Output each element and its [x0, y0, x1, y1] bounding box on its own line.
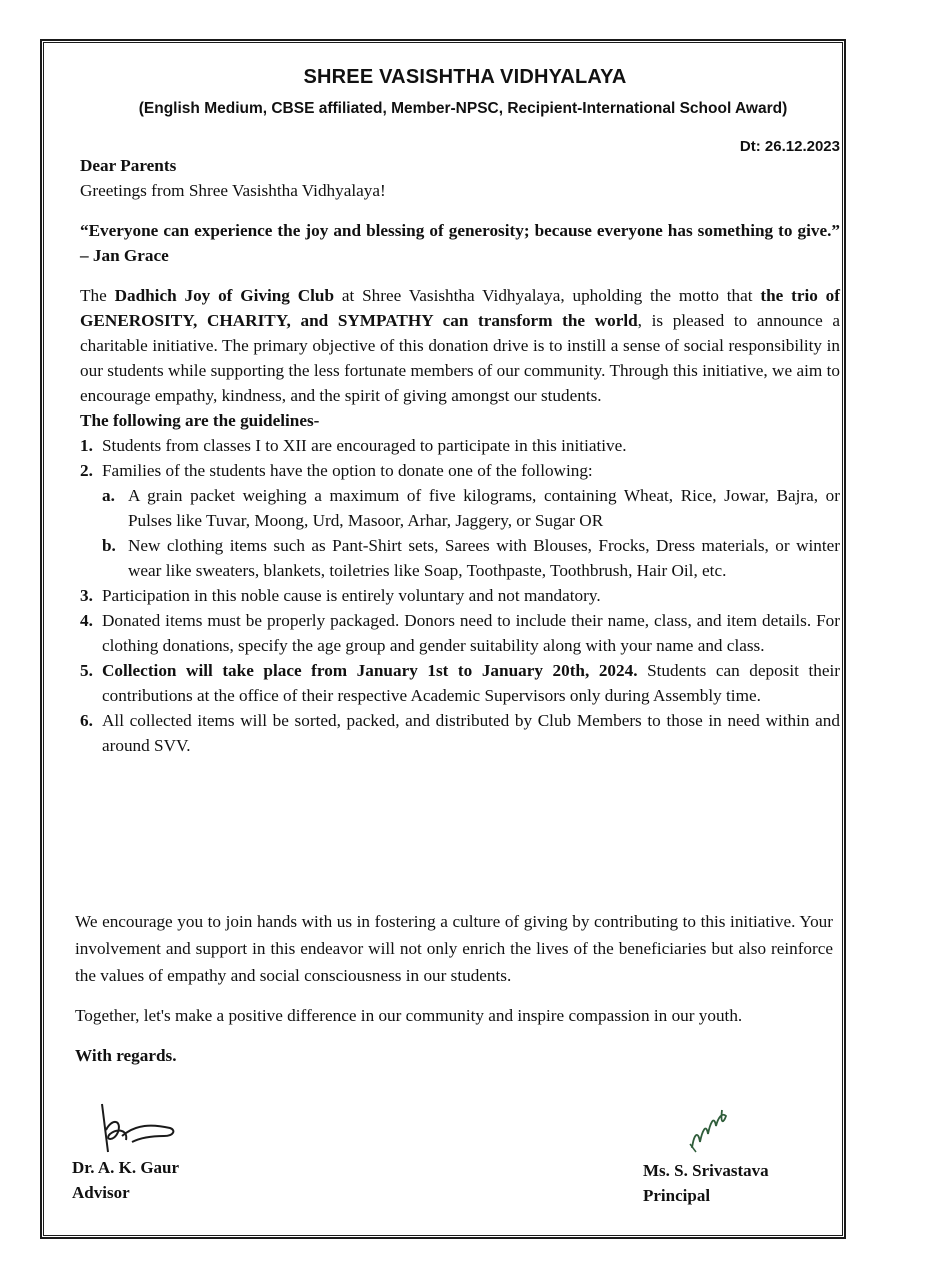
- letter-body: [80, 153, 840, 758]
- option-text: A grain packet weighing a maximum of five kilograms, containing Wheat, Rice, Jowar, Bajra, or Pulses like Tuvar, Moong, Urd, Masoor, Arhar, Jaggery, or Sugar OR: [128, 486, 840, 530]
- closing-paragraph: We encourage you to join hands with us in fostering a culture of giving by contributing to this initiative. Your involvement and support in this endeavor will not only enrich the lives of the beneficiaries but also reinforce the values of empathy and social consciousness in our students.: [75, 912, 833, 985]
- greeting: Greetings from Shree Vasishtha Vidhyalaya!: [80, 181, 386, 200]
- closing-section: [75, 908, 833, 1069]
- principal-title: Principal: [643, 1186, 711, 1205]
- donation-options: [102, 483, 840, 583]
- motto: the trio of GENEROSITY, CHARITY, and SYMPATHY can transform the world: [80, 286, 841, 330]
- donation-option: [102, 483, 840, 533]
- intro-paragraph: [80, 283, 840, 408]
- guidelines-heading: The following are the guidelines-: [80, 411, 320, 430]
- guideline-number: 1.: [80, 436, 93, 455]
- principal-name: Ms. S. Srivastava: [643, 1161, 769, 1180]
- guideline-item: [80, 658, 840, 708]
- guideline-number: 2.: [80, 461, 93, 480]
- guideline-number: 6.: [80, 711, 93, 730]
- regards: With regards.: [75, 1046, 177, 1065]
- school-subtitle: (English Medium, CBSE affiliated, Member-NPSC, Recipient-International School Award): [138, 100, 788, 117]
- salutation: Dear Parents: [80, 156, 177, 175]
- guideline-number: 4.: [80, 611, 93, 630]
- guideline-text: Participation in this noble cause is entirely voluntary and not mandatory.: [102, 586, 601, 605]
- collection-dates: Collection will take place from January 1st to January 20th, 2024.: [102, 661, 638, 680]
- letter-date: Dt: 26.12.2023: [739, 138, 840, 155]
- guideline-item: [80, 458, 840, 583]
- guideline-text: Students from classes I to XII are encouraged to participate in this initiative.: [102, 436, 627, 455]
- option-text: New clothing items such as Pant-Shirt sets, Sarees with Blouses, Frocks, Dress materials, or winter wear like sweaters, blankets, toiletries like Soap, Toothpaste, Toothbrush, Hair Oil, etc.: [128, 536, 840, 580]
- closing-line: Together, let's make a positive difference in our community and inspire compassion in our youth.: [75, 1006, 743, 1025]
- guideline-number: 5.: [80, 661, 93, 680]
- club-name: Dadhich Joy of Giving Club: [114, 286, 335, 305]
- intro-text-3: , is pleased to announce a charitable initiative. The primary objective of this donation drive is to instill a sense of social responsibility in our students while supporting the less fortunate members of our community. Through this initiative, we aim to encourage empathy, kindness, and the spirit of giving amongst our students.: [80, 311, 840, 405]
- principal-signature: [686, 1104, 736, 1154]
- guideline-text: Donated items must be properly packaged. Donors need to include their name, class, and item details. For clothing donations, specify the age group and gender suitability along with your name and class.: [102, 611, 840, 655]
- intro-text-2: at Shree Vasishtha Vidhyalaya, upholding the motto that: [334, 286, 761, 305]
- intro-text-1: The: [80, 286, 115, 305]
- guideline-text: Students can deposit their contributions at the office of their respective Academic Supervisors only during Assembly time.: [102, 661, 840, 705]
- guideline-item: [80, 608, 840, 658]
- option-label: a.: [102, 486, 115, 505]
- advisor-title: Advisor: [72, 1183, 130, 1202]
- advisor-signature: [92, 1100, 184, 1160]
- quote: “Everyone can experience the joy and blessing of generosity; because everyone has something to give.” – Jan Grace: [80, 221, 840, 265]
- donation-option: [102, 533, 840, 583]
- option-label: b.: [102, 536, 116, 555]
- advisor-name: Dr. A. K. Gaur: [72, 1158, 180, 1177]
- guideline-item: [80, 708, 840, 758]
- guideline-text: All collected items will be sorted, packed, and distributed by Club Members to those in need within and around SVV.: [102, 711, 840, 755]
- guideline-item: [80, 583, 840, 608]
- guideline-number: 3.: [80, 586, 93, 605]
- guideline-item: [80, 433, 840, 458]
- guideline-text: Families of the students have the option to donate one of the following:: [102, 461, 593, 480]
- principal-block: [643, 1158, 769, 1208]
- advisor-block: [72, 1155, 179, 1205]
- school-name: SHREE VASISHTHA VIDHYALAYA: [303, 66, 627, 88]
- guidelines-list: [80, 433, 840, 758]
